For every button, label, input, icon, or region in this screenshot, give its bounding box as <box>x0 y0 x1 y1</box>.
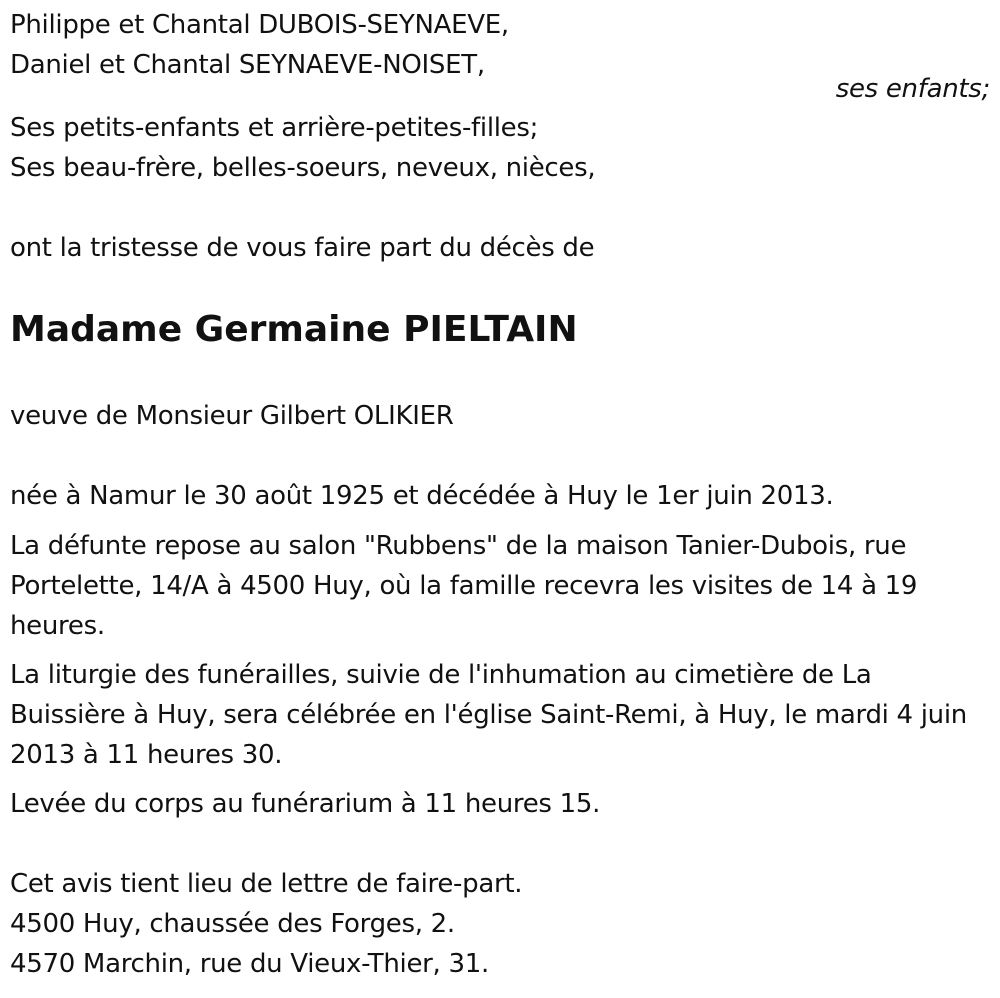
address-line-2: 4570 Marchin, rue du Vieux-Thier, 31. <box>10 949 489 979</box>
notice-line: Cet avis tient lieu de lettre de faire-part. <box>10 869 523 899</box>
liturgy-paragraph: La liturgie des funérailles, suivie de l'inhumation au cimetière de La Buissière à Huy, sera célébrée en l'église Saint-Remi, à Huy, le mardi 4 juin 2013 à 11 heures 30. <box>10 660 967 770</box>
relatives-line: Ses beau-frère, belles-soeurs, neveux, nièces, <box>10 153 596 183</box>
grandchildren-line: Ses petits-enfants et arrière-petites-filles; <box>10 113 539 143</box>
birth-death-line: née à Namur le 30 août 1925 et décédée à Huy le 1er juin 2013. <box>10 481 834 511</box>
deceased-name: Madame Germaine PIELTAIN <box>10 309 578 350</box>
children-role: ses enfants; <box>835 74 990 104</box>
announcement-line: ont la tristesse de vous faire part du décès de <box>10 233 595 263</box>
repose-paragraph: La défunte repose au salon "Rubbens" de la maison Tanier-Dubois, rue Portelette, 14/A à 4500 Huy, où la famille recevra les visites de 14 à 19 heures. <box>10 531 918 641</box>
address-line-1: 4500 Huy, chaussée des Forges, 2. <box>10 909 455 939</box>
levee-line: Levée du corps au funérarium à 11 heures 15. <box>10 789 601 819</box>
widow-of-line: veuve de Monsieur Gilbert OLIKIER <box>10 401 454 431</box>
children-line-1: Philippe et Chantal DUBOIS-SEYNAEVE, <box>10 10 509 40</box>
children-line-2: Daniel et Chantal SEYNAEVE-NOISET, <box>10 50 485 80</box>
